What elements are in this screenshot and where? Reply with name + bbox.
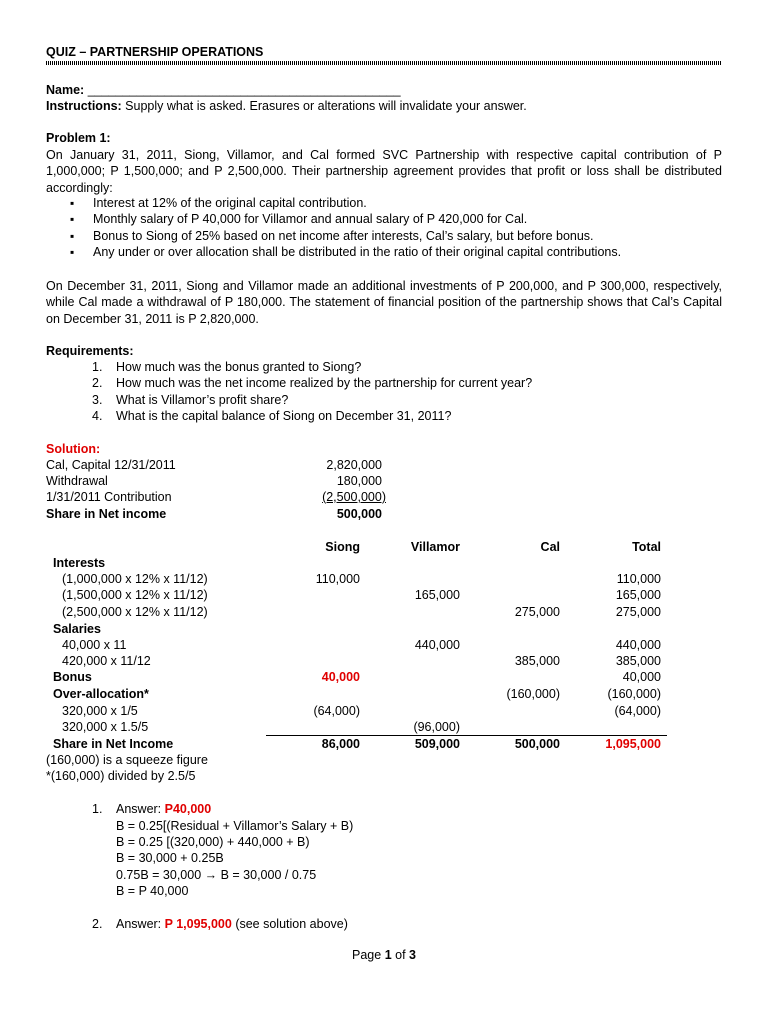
cell-villamor: 440,000: [414, 638, 460, 652]
cell-siong: (64,000): [313, 704, 360, 718]
col-header-villamor: Villamor: [410, 540, 460, 554]
cell-total: 110,000: [616, 572, 661, 586]
requirements-title: Requirements:: [46, 344, 134, 358]
cell-siong: 86,000: [321, 737, 360, 751]
cell-villamor: 509,000: [414, 737, 460, 751]
cal-capital-label: Cal, Capital 12/31/2011: [46, 458, 176, 472]
distribution-rules-list: [70, 195, 621, 260]
requirements-list: [92, 359, 532, 424]
cell-total: (64,000): [614, 704, 661, 718]
problem-paragraph-2: On December 31, 2011, Siong and Villamor made an additional investments of P 200,000, and P 300,000, respectively, while Cal made a withdrawal of P 180,000. The statement of financial position of the partnership shows that Cal’s Capital on December 31, 2011 is P 2,820,000.: [46, 279, 722, 326]
contribution-value: (2,500,000): [322, 490, 386, 504]
share-net-income-value: 500,000: [336, 507, 382, 521]
answer-1: 1. Answer: P40,000: [92, 802, 212, 816]
list-item: ▪ Interest at 12% of the original capital contribution.: [70, 195, 621, 211]
table-row-label: (1,500,000 x 12% x 11/12): [62, 588, 208, 602]
cell-total: 40,000: [622, 670, 661, 684]
cell-villamor: 165,000: [414, 588, 460, 602]
instructions-text: Supply what is asked. Erasures or alterations will invalidate your answer.: [121, 99, 527, 113]
list-item: 1. How much was the bonus granted to Siong?: [92, 360, 362, 374]
table-row-label: (2,500,000 x 12% x 11/12): [62, 605, 208, 619]
name-line: [46, 82, 401, 98]
answer-1-value: P40,000: [164, 802, 212, 816]
cell-total: (160,000): [607, 687, 661, 701]
cell-cal: (160,000): [506, 687, 560, 701]
cell-cal: 385,000: [514, 654, 560, 668]
list-item: ▪ Any under or over allocation shall be distributed in the ratio of their original capital contributions.: [70, 244, 621, 260]
col-header-total: Total: [632, 540, 661, 554]
over-allocation-label: Over-allocation*: [53, 687, 149, 701]
answer-2: 2. Answer: P 1,095,000 (see solution above): [92, 917, 348, 931]
cell-total: 440,000: [615, 638, 661, 652]
cell-siong: 40,000: [321, 670, 360, 684]
answer-1-step: B = P 40,000: [116, 884, 189, 898]
table-row-label: 320,000 x 1.5/5: [62, 720, 149, 734]
interests-label: Interests: [53, 556, 106, 570]
header-rule: [46, 61, 722, 65]
table-row-label: 40,000 x 11: [62, 638, 127, 652]
withdrawal-label: Withdrawal: [46, 474, 108, 488]
name-label: Name:: [46, 83, 85, 97]
solution-title: Solution:: [46, 442, 101, 456]
cal-capital-value: 2,820,000: [326, 458, 382, 472]
problem-intro: On January 31, 2011, Siong, Villamor, and Cal formed SVC Partnership with respective capital contribution of P 1,000,000; P 1,500,000; and P 2,500,000. Their partnership agreement provides that profit or loss shall be distributed accordingly:: [46, 148, 722, 195]
list-item: ▪ Bonus to Siong of 25% based on net income after interests, Cal’s salary, but before bonus.: [70, 228, 621, 244]
instructions-label: Instructions:: [46, 99, 122, 113]
cell-total: 275,000: [615, 605, 661, 619]
share-net-income-label: Share in Net income: [46, 507, 167, 521]
share-row-label: Share in Net Income: [53, 737, 174, 751]
table-row-label: 420,000 x 11/12: [62, 654, 151, 668]
salaries-label: Salaries: [53, 622, 101, 636]
cell-cal: 500,000: [514, 737, 560, 751]
note-divided: *(160,000) divided by 2.5/5: [46, 769, 196, 783]
note-squeeze: (160,000) is a squeeze figure: [46, 753, 208, 767]
bonus-label: Bonus: [53, 670, 92, 684]
answer-1-step: B = 30,000 + 0.25B: [116, 851, 224, 865]
list-item: 2. How much was the net income realized by the partnership for current year?: [92, 376, 533, 391]
contribution-label: 1/31/2011 Contribution: [46, 490, 172, 504]
col-header-siong: Siong: [325, 540, 360, 554]
cell-cal: 275,000: [514, 605, 560, 619]
answer-1-step: B = 0.25 [(320,000) + 440,000 + B): [116, 835, 310, 849]
cell-total: 1,095,000: [605, 737, 661, 751]
list-item: ▪ Monthly salary of P 40,000 for Villamor and annual salary of P 420,000 for Cal.: [70, 211, 621, 227]
cell-siong: 110,000: [315, 572, 360, 586]
cell-total: 385,000: [615, 654, 661, 668]
answer-1-step: 0.75B = 30,000 → B = 30,000 / 0.75: [116, 868, 317, 882]
page-number: Page 1 of 3: [352, 948, 416, 962]
cell-total: 165,000: [615, 588, 661, 602]
withdrawal-value: 180,000: [336, 474, 382, 488]
instructions: [46, 98, 527, 114]
answer-1-step: B = 0.25[(Residual + Villamor’s Salary + B): [116, 819, 354, 833]
table-row-label: (1,000,000 x 12% x 11/12): [62, 572, 208, 586]
cell-villamor: (96,000): [413, 720, 460, 734]
answer-2-value: P 1,095,000: [164, 917, 232, 931]
list-item: 3. What is Villamor’s profit share?: [92, 392, 289, 407]
table-row-label: 320,000 x 1/5: [62, 704, 138, 718]
list-item: 4. What is the capital balance of Siong on December 31, 2011?: [92, 408, 452, 423]
name-blank: _____________________________________________: [87, 83, 401, 97]
col-header-cal: Cal: [540, 540, 560, 554]
quiz-title: QUIZ – PARTNERSHIP OPERATIONS: [46, 45, 264, 59]
problem-title: Problem 1:: [46, 131, 111, 145]
